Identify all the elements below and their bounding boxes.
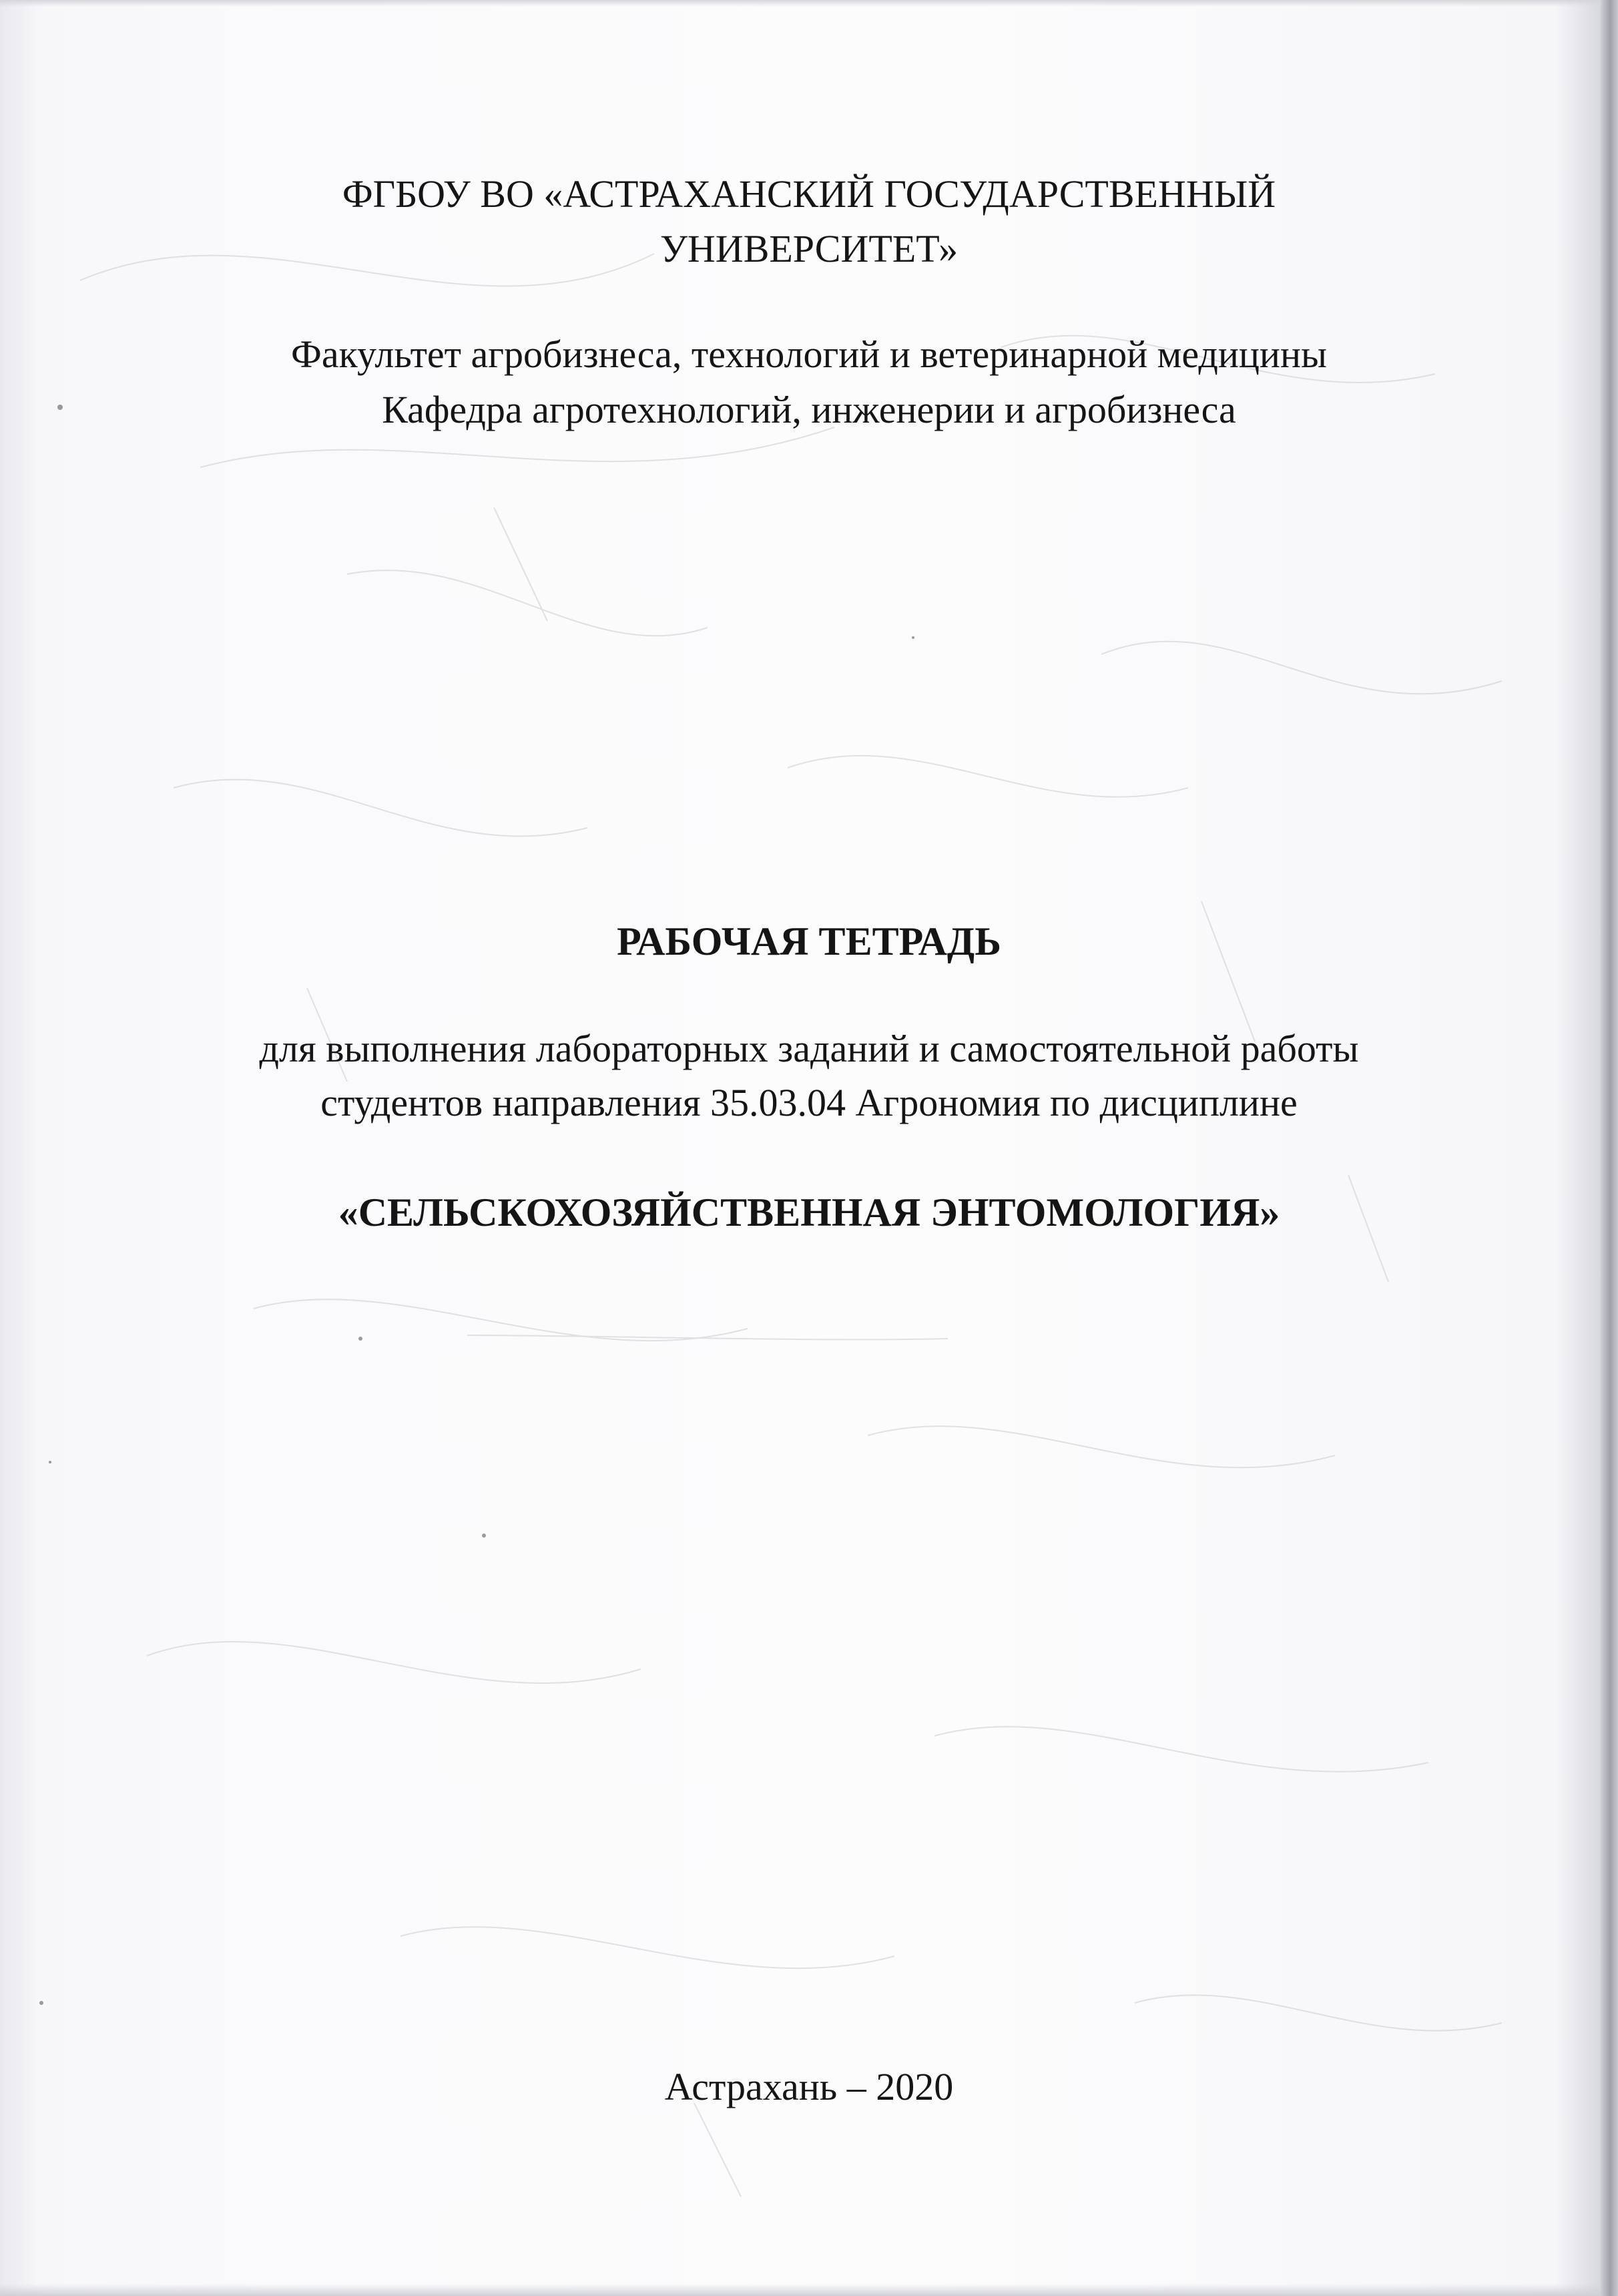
org-name-line2: УНИВЕРСИТЕТ» [659,227,959,270]
scan-top-edge [0,0,1618,7]
org-name-line1: ФГБОУ ВО «АСТРАХАНСКИЙ ГОСУДАРСТВЕННЫЙ [342,172,1276,216]
city-year: Астрахань – 2020 [664,2065,954,2108]
discipline-title: «СЕЛЬСКОХОЗЯЙСТВЕННАЯ ЭНТОМОЛОГИЯ» [338,1190,1280,1234]
faculty-name: Факультет агробизнеса, технологий и ветеринарной медицины [291,332,1327,376]
document-type-title: РАБОЧАЯ ТЕТРАДЬ [617,919,1001,963]
purpose-line2: студентов направления 35.03.04 Агрономия по дисциплине [320,1081,1298,1124]
purpose-line1: для выполнения лабораторных заданий и самостоятельной работы [259,1027,1359,1070]
scan-bottom-edge [0,2284,1618,2296]
department-name: Кафедра агротехнологий, инженерии и агробизнеса [382,388,1236,431]
